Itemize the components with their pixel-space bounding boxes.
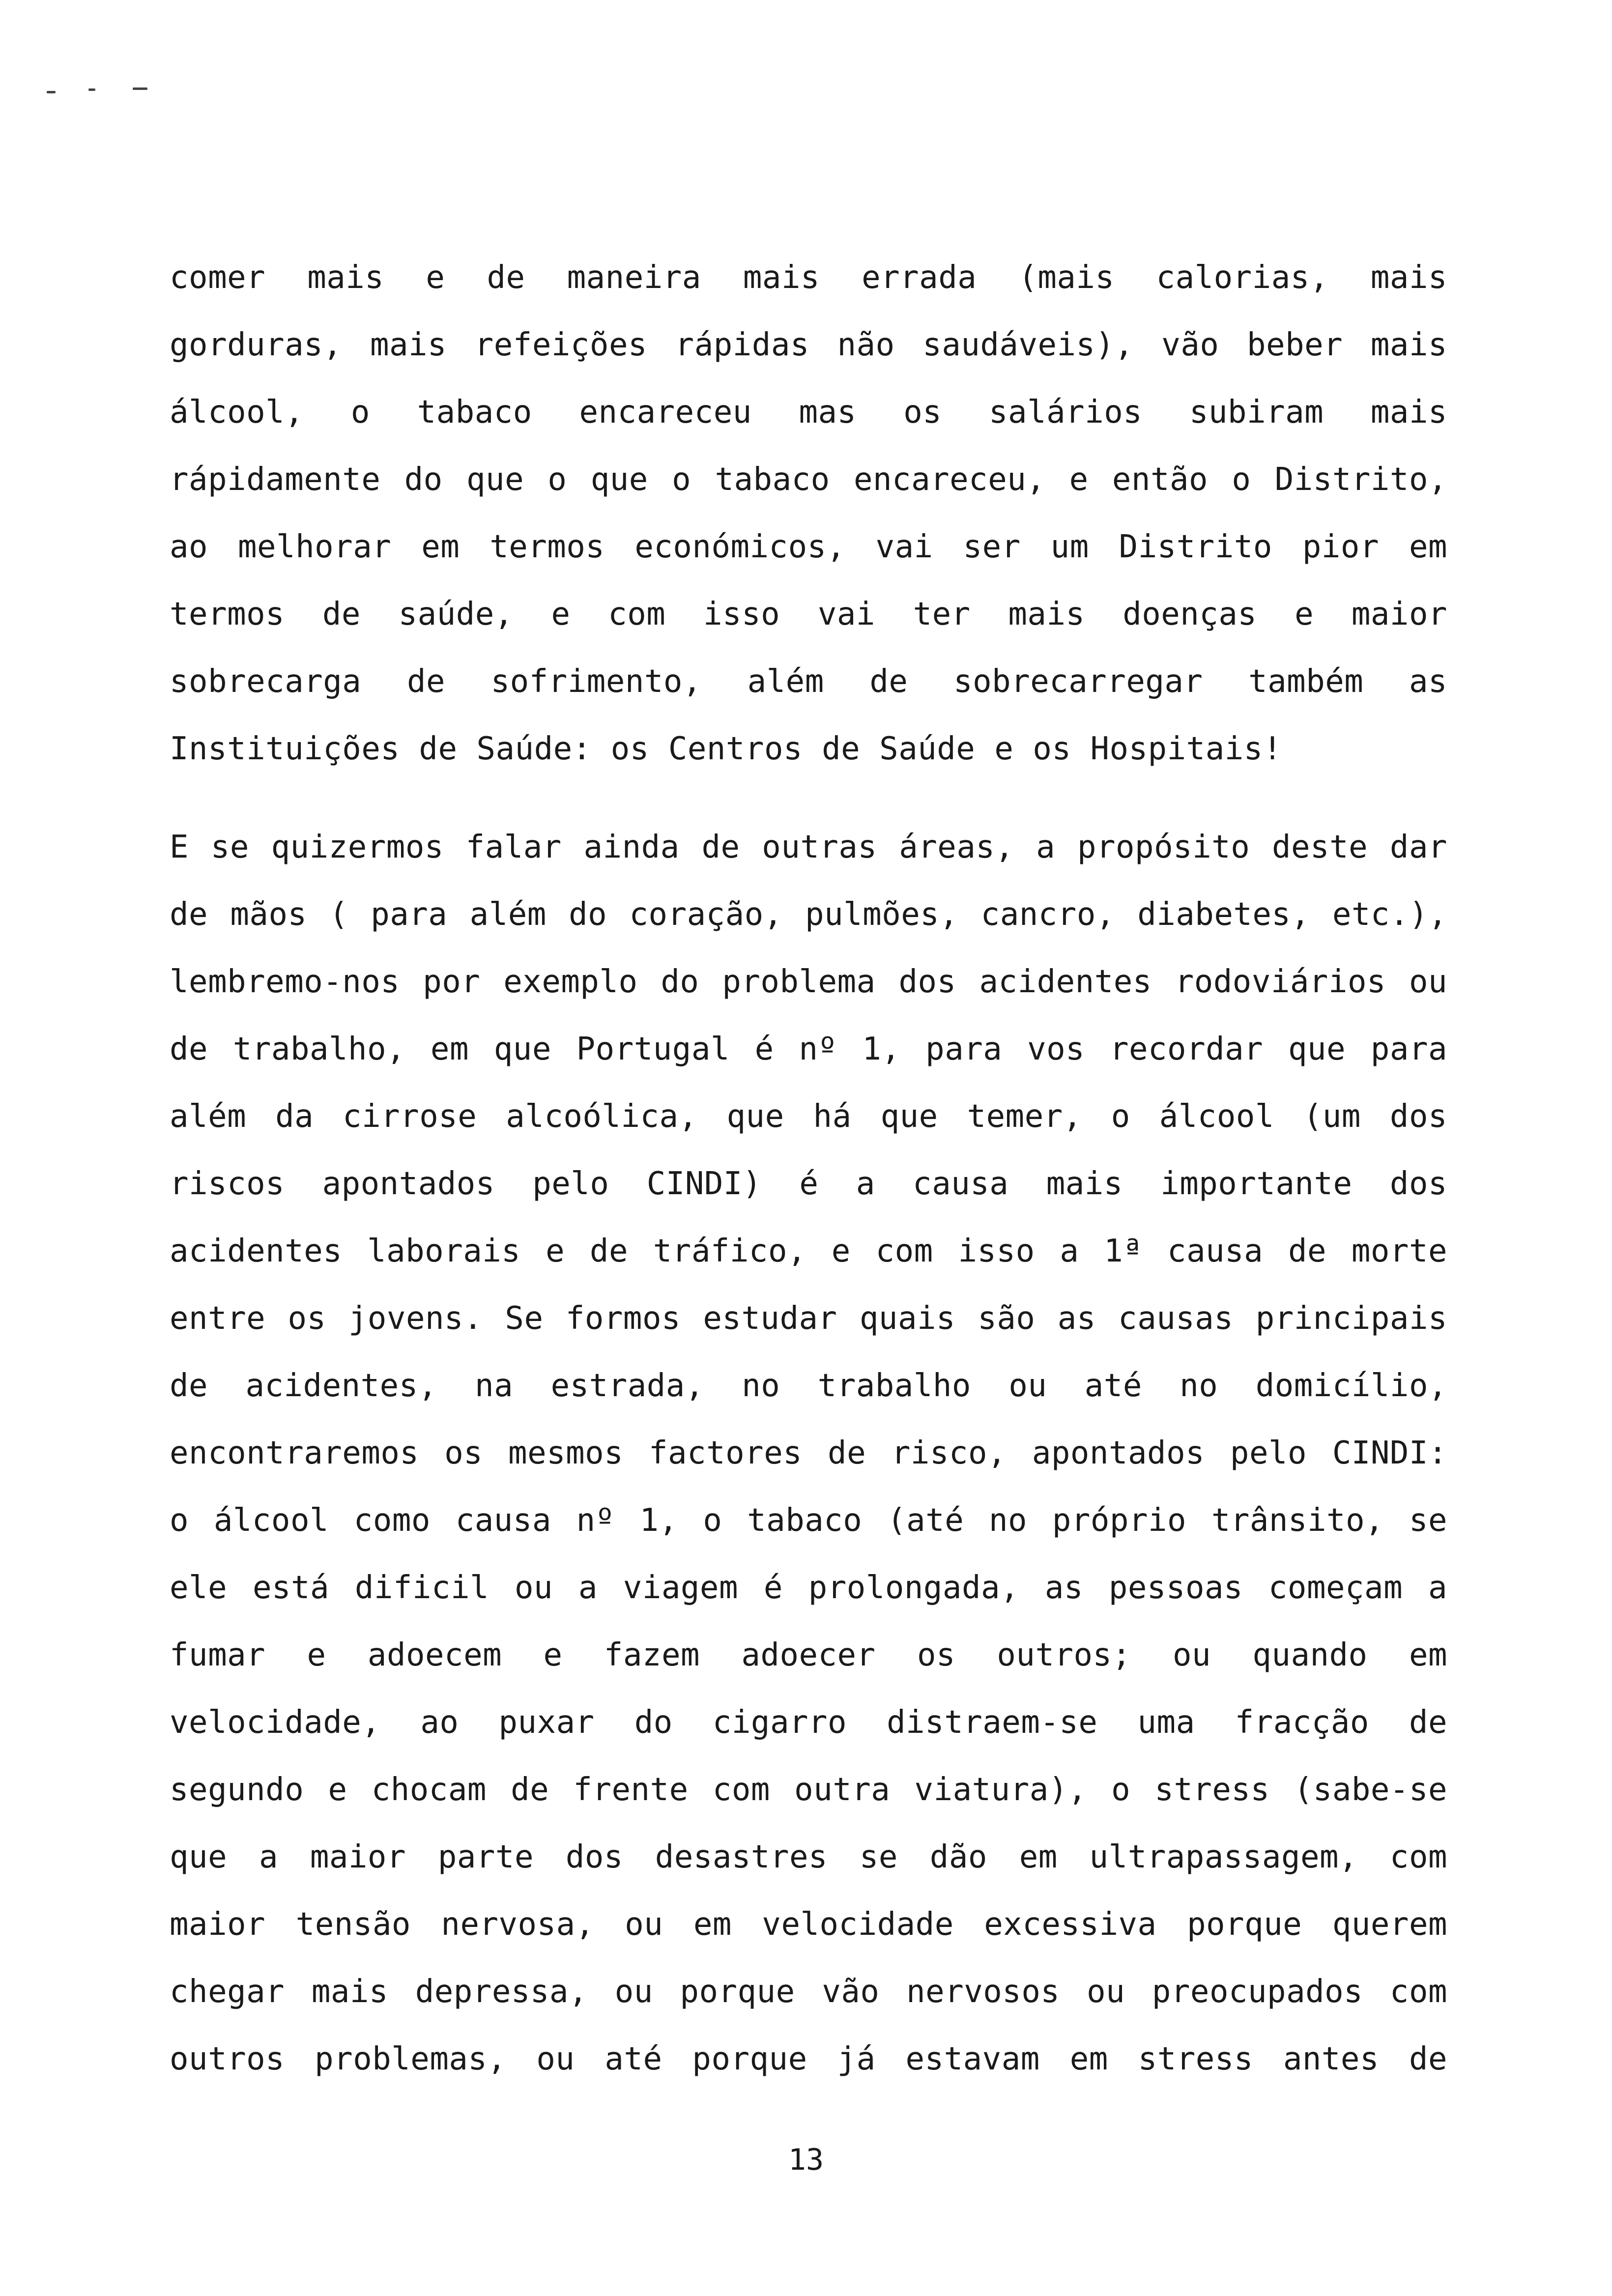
text-line: além da cirrose alcoólica, que há que temer, o álcool (um dos (170, 1098, 1447, 1135)
text-line: encontraremos os mesmos factores de risco, apontados pelo CINDI: (170, 1435, 1447, 1471)
text-line: de trabalho, em que Portugal é nº 1, para vos recordar que para (170, 1031, 1447, 1067)
text-line: sobrecarga de sofrimento, além de sobrecarregar também as (170, 663, 1447, 700)
text-line: E se quizermos falar ainda de outras áreas, a propósito deste dar (170, 829, 1447, 865)
text-line: riscos apontados pelo CINDI) é a causa mais importante dos (170, 1166, 1447, 1202)
text-line: chegar mais depressa, ou porque vão nervosos ou preocupados com (170, 1974, 1447, 2010)
text-line: de mãos ( para além do coração, pulmões, cancro, diabetes, etc.), (170, 896, 1447, 933)
text-line: ele está dificil ou a viagem é prolongada, as pessoas começam a (170, 1570, 1447, 1606)
text-line: fumar e adoecem e fazem adoecer os outros; ou quando em (170, 1637, 1447, 1673)
text-line: segundo e chocam de frente com outra viatura), o stress (sabe-se (170, 1772, 1447, 1808)
text-line: entre os jovens. Se formos estudar quais são as causas principais (170, 1300, 1447, 1337)
text-line: velocidade, ao puxar do cigarro distraem-se uma fracção de (170, 1704, 1447, 1741)
text-line: termos de saúde, e com isso vai ter mais doenças e maior (170, 596, 1447, 632)
text-line: Instituições de Saúde: os Centros de Saúde e os Hospitais! (170, 731, 1282, 767)
text-line: álcool, o tabaco encareceu mas os salários subiram mais (170, 394, 1447, 430)
page-number: 13 (788, 2143, 824, 2177)
text-line: de acidentes, na estrada, no trabalho ou até no domicílio, (170, 1368, 1447, 1404)
scan-mark (47, 91, 56, 93)
text-line: outros problemas, ou até porque já estavam em stress antes de (170, 2041, 1447, 2077)
scan-mark (88, 88, 95, 91)
text-line: comer mais e de maneira mais errada (mais calorias, mais (170, 259, 1447, 296)
text-line: lembremo-nos por exemplo do problema dos acidentes rodoviários ou (170, 964, 1447, 1000)
text-line: rápidamente do que o que o tabaco encareceu, e então o Distrito, (170, 461, 1447, 498)
text-line: maior tensão nervosa, ou em velocidade excessiva porque querem (170, 1906, 1447, 1943)
text-line: acidentes laborais e de tráfico, e com isso a 1ª causa de morte (170, 1233, 1447, 1269)
scan-mark (133, 87, 147, 90)
text-line: ao melhorar em termos económicos, vai ser um Distrito pior em (170, 529, 1447, 565)
text-line: gorduras, mais refeições rápidas não saudáveis), vão beber mais (170, 327, 1447, 363)
text-line: que a maior parte dos desastres se dão em ultrapassagem, com (170, 1839, 1447, 1875)
text-line: o álcool como causa nº 1, o tabaco (até no próprio trânsito, se (170, 1502, 1447, 1539)
